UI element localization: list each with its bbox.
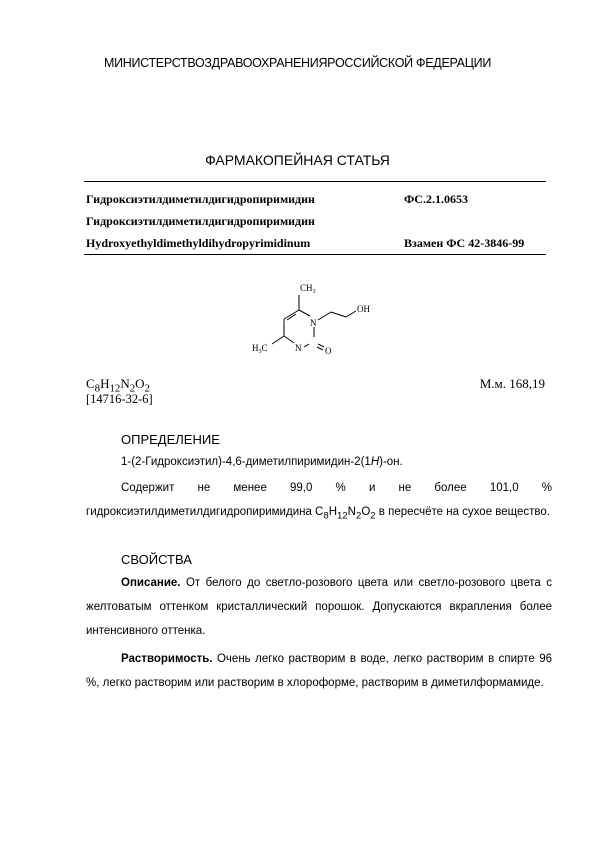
replaces-note: Взамен ФС 42-3846-99 bbox=[404, 236, 525, 250]
nitrogen-1-label: N bbox=[310, 318, 317, 328]
nitrogen-3-label: N bbox=[295, 343, 302, 353]
properties-heading: СВОЙСТВА bbox=[121, 552, 192, 567]
molecular-weight: М.м. 168,19 bbox=[479, 376, 545, 391]
chemical-name: 1-(2-Гидроксиэтил)-4,6-диметилпиримидин-2(1H)-он. bbox=[121, 456, 403, 468]
description-label: Описание. bbox=[121, 577, 181, 589]
russian-name-2: Гидроксиэтилдиметилдигидропиримидин bbox=[86, 214, 315, 228]
solubility-paragraph: Растворимость. Очень легко растворим в воде, легко растворим в спирте 96 %, легко растворим или растворим в хлороформе, растворим в диметилформамиде. bbox=[86, 653, 552, 689]
cas-number: [14716-32-6] bbox=[86, 392, 153, 406]
content-paragraph: Содержит не менее 99,0 % и не более 101,0 % гидроксиэтилдиметилдигидропиримидина $C_8H_{12}N_2O_2$ в пересчёте на сухое вещество. bbox=[86, 482, 552, 522]
ministry-header: МИНИСТЕРСТВОЗДРАВООХРАНЕНИЯРОССИЙСКОЙ ФЕДЕРАЦИИ bbox=[103, 56, 492, 70]
russian-name-1: Гидроксиэтилдиметилдигидропиримидин bbox=[86, 192, 315, 206]
solubility-label: Растворимость. bbox=[121, 653, 213, 665]
document-type-title: ФАРМАКОПЕЙНАЯ СТАТЬЯ bbox=[205, 152, 390, 168]
molecular-formula: $C_8H_{12}N_2O_2$ bbox=[86, 376, 150, 395]
definition-heading: ОПРЕДЕЛЕНИЕ bbox=[121, 432, 220, 447]
fs-number: ФС.2.1.0653 bbox=[404, 192, 468, 206]
description-paragraph: Описание. От белого до светло-розового цвета или светло-розового цвета с желтоватым оттенком кристаллический порошок. Допускаются вкрапления более интенсивного оттенка. bbox=[86, 577, 552, 637]
methyl-bottom-label: $H_3C$ bbox=[252, 343, 268, 355]
structural-formula bbox=[0, 270, 595, 380]
methyl-top-label: $CH_3$ bbox=[300, 283, 316, 295]
oxygen-label: O bbox=[325, 346, 332, 356]
divider-top bbox=[84, 181, 546, 182]
latin-name: Hydroxyethyldimethyldihydropyrimidinum bbox=[86, 236, 311, 250]
hydroxyl-label: OH bbox=[357, 304, 370, 314]
divider-bottom bbox=[84, 254, 546, 255]
